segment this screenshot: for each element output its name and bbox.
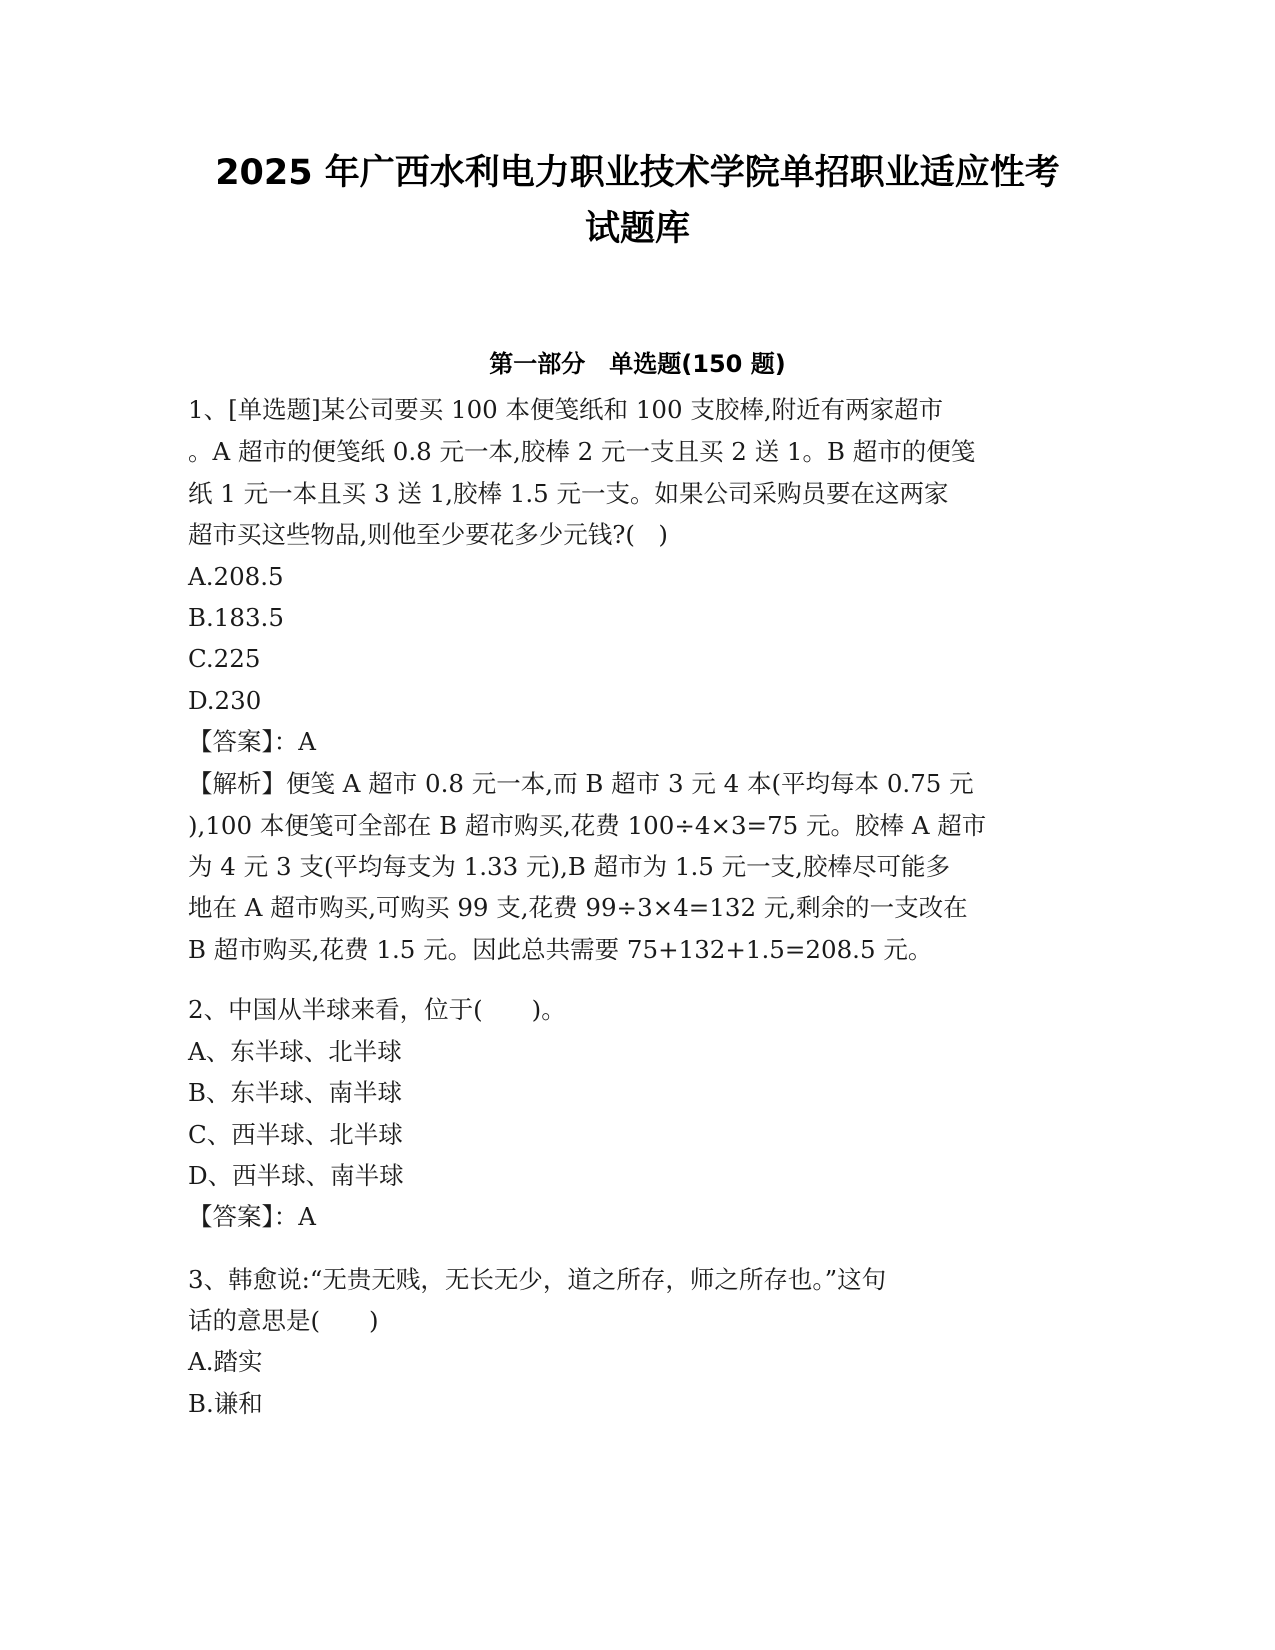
question-3-stem-line: 3、韩愈说:“无贵无贱，无长无少，道之所存，师之所存也。”这句 [188,1265,887,1294]
question-1-stem-line: 1、[单选题]某公司要买 100 本便笺纸和 100 支胶棒,附近有两家超市 [188,395,944,424]
question-2-option-a: A、东半球、北半球 [188,1037,402,1066]
question-2-option-b: B、东半球、南半球 [188,1078,403,1107]
question-1-option-b: B.183.5 [188,603,284,632]
question-3-option-a: A.踏实 [188,1347,263,1376]
question-2-option-d: D、西半球、南半球 [188,1161,404,1190]
section-heading: 第一部分 单选题(150 题) [489,350,786,378]
question-1-analysis-line: 【解析】便笺 A 超市 0.8 元一本,而 B 超市 3 元 4 本(平均每本 0.75 元 [188,769,974,798]
question-2-option-c: C、西半球、北半球 [188,1120,403,1149]
question-3-option-b: B.谦和 [188,1389,263,1418]
question-1-analysis-line: 为 4 元 3 支(平均每支为 1.33 元),B 超市为 1.5 元一支,胶棒尽可能多 [188,852,950,881]
question-1-stem-line: 超市买这些物品,则他至少要花多少元钱?( ) [188,520,668,549]
question-1-answer: 【答案】：A [188,727,316,756]
question-1-stem-line: 。A 超市的便笺纸 0.8 元一本,胶棒 2 元一支且买 2 送 1。B 超市的便笺 [188,437,976,466]
question-1-analysis-line: ),100 本便笺可全部在 B 超市购买,花费 100÷4×3=75 元。胶棒 A 超市 [188,811,987,840]
question-2-stem-line: 2、中国从半球来看，位于( )。 [188,995,566,1024]
document-title-line-1: 2025 年广西水利电力职业技术学院单招职业适应性考 [215,153,1060,193]
question-1-analysis-line: 地在 A 超市购买,可购买 99 支,花费 99÷3×4=132 元,剩余的一支改在 [188,893,968,922]
question-1-analysis-line: B 超市购买,花费 1.5 元。因此总共需要 75+132+1.5=208.5 元。 [188,935,933,964]
document-title-line-2: 试题库 [584,209,690,249]
question-1-stem-line: 纸 1 元一本且买 3 送 1,胶棒 1.5 元一支。如果公司采购员要在这两家 [188,479,949,508]
question-2-answer: 【答案】：A [188,1202,316,1231]
question-1-option-c: C.225 [188,644,261,673]
question-1-option-d: D.230 [188,686,262,715]
question-3-stem-line: 话的意思是( ) [188,1306,379,1335]
question-1-option-a: A.208.5 [188,562,284,591]
